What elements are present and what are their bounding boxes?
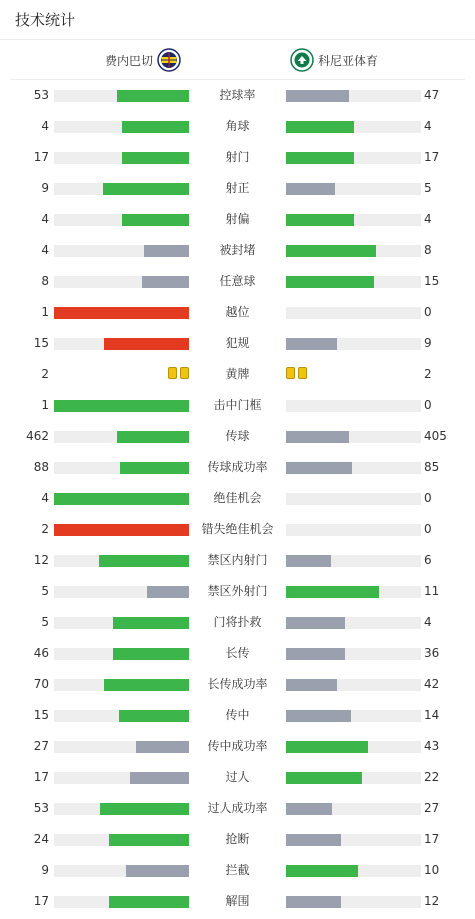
home-stat-bar-track [54,431,189,443]
home-stat-value: 15 [33,708,49,722]
away-stat-bar-track [286,431,421,443]
stat-label: 黄牌 [225,367,250,381]
stat-label: 控球率 [219,88,256,102]
away-stat-bar-fill [286,865,358,877]
away-stat-bar-track [286,710,421,722]
away-stat-bar-track [286,865,421,877]
away-stat-bar-track [286,307,421,319]
home-stat-bar-track [54,90,189,102]
away-stat-bar-track [286,772,421,784]
stat-label: 抢断 [225,832,250,846]
away-stat-bar-fill [286,896,341,908]
stat-row [0,173,475,204]
stat-label: 射正 [225,181,250,195]
away-stat-bar-fill [286,90,349,102]
stat-label: 门将扑救 [213,615,262,629]
stat-row [0,607,475,638]
away-stat-bar-fill [286,121,354,133]
home-stat-value: 88 [33,460,49,474]
stat-label: 错失绝佳机会 [201,522,274,536]
home-stat-value: 15 [33,336,49,350]
home-stat-bar-fill [54,400,189,412]
home-stat-value: 27 [33,739,49,753]
home-stat-value: 4 [41,212,49,226]
away-stat-bar-track [286,214,421,226]
stat-row [0,731,475,762]
home-stat-bar-track [54,524,189,536]
home-stat-bar-fill [147,586,189,598]
home-stat-bar-fill [142,276,189,288]
away-stat-bar-fill [286,214,354,226]
home-stat-bar-fill [136,741,189,753]
away-stat-value: 8 [424,243,432,257]
stat-label: 传中成功率 [207,739,268,753]
away-stat-value: 17 [424,832,440,846]
away-stat-bar-track [286,152,421,164]
stat-label: 解围 [225,894,250,908]
home-stat-value: 4 [41,243,49,257]
stat-label: 过人 [225,770,250,784]
away-stat-bar-fill [286,431,349,443]
home-stat-bar-fill [104,338,189,350]
home-stat-value: 70 [33,677,49,691]
stat-row [0,266,475,297]
stat-label: 过人成功率 [207,801,268,815]
away-stat-value: 17 [424,150,440,164]
home-stat-bar-fill [54,493,189,505]
stat-row [0,855,475,886]
stat-row [0,483,475,514]
stat-label: 传球成功率 [207,460,268,474]
away-stat-bar-track [286,896,421,908]
away-team-name: 科尼亚体育 [318,53,379,68]
home-stat-bar-track [54,741,189,753]
yellow-card-icon [286,367,295,379]
home-stat-bar-track [54,710,189,722]
home-stat-bar-fill [104,679,189,691]
home-stat-value: 4 [41,491,49,505]
home-stat-bar-fill [100,803,189,815]
home-stat-bar-track [54,803,189,815]
home-stat-bar-fill [117,431,189,443]
away-stat-value: 2 [424,367,432,381]
away-stat-bar-track [286,586,421,598]
home-stat-value: 8 [41,274,49,288]
stat-label: 禁区外射门 [207,584,268,598]
stat-row [0,545,475,576]
stat-row [0,669,475,700]
home-stat-bar-track [54,245,189,257]
away-stat-bar-fill [286,276,374,288]
away-stat-value: 22 [424,770,440,784]
stat-row [0,886,475,917]
home-stat-bar-fill [54,307,189,319]
home-stat-bar-track [54,276,189,288]
away-stat-bar-track [286,400,421,412]
home-stat-bar-track [54,493,189,505]
home-stat-value: 4 [41,119,49,133]
home-stat-bar-track [54,648,189,660]
away-yellow-cards [286,367,307,379]
home-stat-value: 462 [26,429,49,443]
away-stat-value: 4 [424,119,432,133]
away-stat-bar-fill [286,183,335,195]
yellow-card-icon [180,367,189,379]
page-title: 技术统计 [15,11,76,29]
home-stat-bar-fill [109,896,189,908]
stat-label: 长传 [225,646,250,660]
home-stat-value: 12 [33,553,49,567]
stat-row [0,638,475,669]
away-stat-value: 14 [424,708,440,722]
stat-row [0,204,475,235]
home-stat-value: 5 [41,615,49,629]
home-stat-value: 17 [33,894,49,908]
home-stat-bar-track [54,338,189,350]
stat-row [0,111,475,142]
stat-label: 角球 [225,119,250,133]
stat-row [0,359,475,390]
away-stat-bar-track [286,121,421,133]
home-yellow-cards [168,367,189,379]
stat-label: 绝佳机会 [213,491,262,505]
yellow-card-icon [168,367,177,379]
away-stat-value: 85 [424,460,440,474]
away-stat-value: 5 [424,181,432,195]
yellow-card-icon [298,367,307,379]
home-stat-bar-fill [117,90,189,102]
stat-row [0,700,475,731]
home-stat-bar-fill [130,772,189,784]
fenerbahce-crest-icon [157,48,181,72]
away-stat-value: 4 [424,615,432,629]
away-stat-bar-fill [286,679,337,691]
away-stat-value: 0 [424,305,432,319]
home-team-name: 费内巴切 [104,53,153,68]
home-stat-value: 1 [41,305,49,319]
konyaspor-crest-icon [290,48,314,72]
away-stat-bar-track [286,183,421,195]
away-stat-bar-fill [286,152,354,164]
away-stat-value: 11 [424,584,440,598]
away-stat-bar-fill [286,555,331,567]
away-stat-bar-fill [286,245,376,257]
home-team [105,40,181,80]
home-stat-bar-track [54,400,189,412]
home-stat-bar-fill [120,462,189,474]
away-stat-bar-track [286,679,421,691]
home-stat-bar-fill [119,710,189,722]
home-stat-bar-fill [144,245,189,257]
stat-row [0,421,475,452]
away-stat-bar-fill [286,648,345,660]
away-stat-value: 15 [424,274,440,288]
stat-label: 长传成功率 [207,677,268,691]
home-stat-bar-track [54,121,189,133]
home-stat-bar-fill [122,121,190,133]
home-stat-value: 9 [41,181,49,195]
stat-label: 射门 [225,150,250,164]
away-stat-value: 10 [424,863,440,877]
stat-row [0,142,475,173]
stat-row [0,297,475,328]
away-stat-bar-track [286,834,421,846]
away-stat-bar-fill [286,462,352,474]
home-stat-value: 17 [33,150,49,164]
stat-label: 击中门框 [213,398,262,412]
home-stat-value: 17 [33,770,49,784]
away-stat-value: 42 [424,677,440,691]
away-stat-value: 36 [424,646,440,660]
away-stat-value: 0 [424,522,432,536]
away-stat-bar-track [286,493,421,505]
home-stat-bar-track [54,586,189,598]
away-stat-bar-fill [286,741,368,753]
away-stat-bar-track [286,338,421,350]
stat-label: 被封堵 [219,243,256,257]
home-stat-bar-fill [126,865,189,877]
away-stat-bar-fill [286,710,351,722]
home-stat-value: 24 [33,832,49,846]
home-stat-bar-track [54,772,189,784]
away-stat-value: 27 [424,801,440,815]
home-stat-value: 2 [41,367,49,381]
stat-label: 禁区内射门 [207,553,268,567]
home-stat-bar-track [54,834,189,846]
home-stat-value: 1 [41,398,49,412]
home-stat-bar-track [54,462,189,474]
away-stat-value: 9 [424,336,432,350]
away-stat-value: 0 [424,491,432,505]
teams-header [10,40,465,80]
stat-row [0,762,475,793]
home-stat-bar-track [54,183,189,195]
home-stat-bar-track [54,307,189,319]
away-stat-bar-fill [286,834,341,846]
stat-row [0,793,475,824]
away-stat-value: 12 [424,894,440,908]
stat-label: 越位 [225,305,250,319]
away-stat-value: 0 [424,398,432,412]
stats-list [0,80,475,917]
away-stat-bar-track [286,648,421,660]
home-stat-bar-track [54,555,189,567]
home-stat-value: 5 [41,584,49,598]
away-stat-bar-track [286,90,421,102]
away-stat-bar-track [286,276,421,288]
away-stat-bar-track [286,803,421,815]
home-stat-value: 2 [41,522,49,536]
away-stat-value: 47 [424,88,440,102]
home-stat-bar-fill [103,183,189,195]
home-stat-bar-fill [113,617,189,629]
home-stat-bar-track [54,865,189,877]
home-stat-bar-track [54,896,189,908]
away-stat-bar-track [286,741,421,753]
away-stat-bar-fill [286,772,362,784]
home-stat-bar-track [54,214,189,226]
home-stat-value: 53 [33,88,49,102]
page-header [0,0,475,40]
home-stat-value: 53 [33,801,49,815]
home-stat-value: 46 [33,646,49,660]
stat-label: 射偏 [225,212,250,226]
home-stat-bar-fill [122,214,190,226]
away-stat-bar-track [286,524,421,536]
stat-row [0,390,475,421]
stat-row [0,514,475,545]
away-team [290,40,378,80]
home-stat-bar-fill [113,648,189,660]
away-stat-value: 405 [424,429,447,443]
stat-row [0,576,475,607]
away-stat-value: 6 [424,553,432,567]
away-stat-bar-track [286,462,421,474]
stat-label: 任意球 [219,274,256,288]
away-stat-bar-fill [286,586,379,598]
stat-row [0,80,475,111]
away-stat-value: 43 [424,739,440,753]
home-stat-bar-track [54,617,189,629]
stat-row [0,328,475,359]
stat-row [0,235,475,266]
stat-label: 拦截 [225,863,250,877]
home-stat-bar-fill [54,524,189,536]
home-stat-bar-track [54,152,189,164]
home-stat-bar-fill [122,152,190,164]
away-stat-bar-track [286,245,421,257]
away-stat-bar-track [286,555,421,567]
home-stat-bar-fill [99,555,189,567]
away-stat-bar-track [286,617,421,629]
stat-label: 传球 [225,429,250,443]
stat-label: 犯规 [225,336,250,350]
away-stat-value: 4 [424,212,432,226]
home-stat-value: 9 [41,863,49,877]
away-stat-bar-fill [286,803,332,815]
home-stat-bar-track [54,679,189,691]
stat-row [0,452,475,483]
away-stat-bar-fill [286,338,337,350]
home-stat-bar-fill [109,834,189,846]
stat-label: 传中 [225,708,250,722]
away-stat-bar-fill [286,617,345,629]
stat-row [0,824,475,855]
